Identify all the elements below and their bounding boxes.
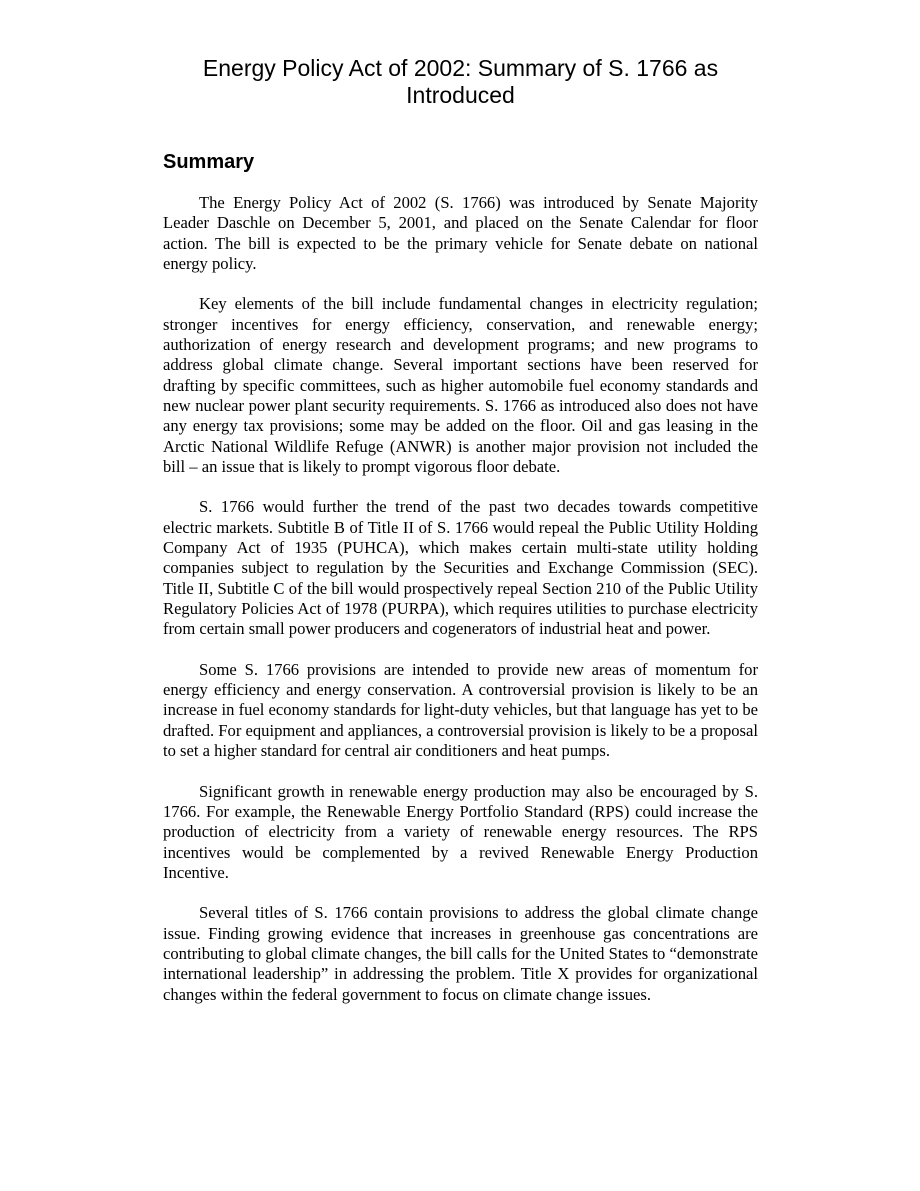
paragraph-6: Several titles of S. 1766 contain provisions to address the global climate change issue. Finding growing evidence that increases in greenhouse gas concentrations are contributing to global climate changes, the bill calls for the United States to “demonstrate international leadership” in addressing the problem. Title X provides for organizational changes within the federal government to focus on climate change issues. (163, 903, 758, 1004)
document-title: Energy Policy Act of 2002: Summary of S. 1766 as Introduced (202, 55, 719, 108)
paragraph-1: The Energy Policy Act of 2002 (S. 1766) was introduced by Senate Majority Leader Daschle on December 5, 2001, and placed on the Senate Calendar for floor action. The bill is expected to be the primary vehicle for Senate debate on national energy policy. (163, 193, 758, 273)
paragraph-2: Key elements of the bill include fundamental changes in electricity regulation; stronger incentives for energy efficiency, conservation, and renewable energy; authorization of energy research and development programs; and new programs to address global climate change. Several important sections have been reserved for drafting by specific committees, such as higher automobile fuel economy standards and new nuclear power plant security requirements. S. 1766 as introduced also does not have any energy tax provisions; some may be added on the floor. Oil and gas leasing in the Arctic National Wildlife Refuge (ANWR) is another major provision not included the bill – an issue that is likely to prompt vigorous floor debate. (163, 294, 758, 476)
summary-body (163, 193, 758, 1005)
document-page (163, 55, 758, 1025)
paragraph-5: Significant growth in renewable energy production may also be encouraged by S. 1766. For example, the Renewable Energy Portfolio Standard (RPS) could increase the production of electricity from a variety of renewable energy resources. The RPS incentives would be complemented by a revived Renewable Energy Production Incentive. (163, 781, 758, 882)
paragraph-3: S. 1766 would further the trend of the past two decades towards competitive electric markets. Subtitle B of Title II of S. 1766 would repeal the Public Utility Holding Company Act of 1935 (PUHCA), which makes certain multi-state utility holding companies subject to regulation by the Securities and Exchange Commission (SEC). Title II, Subtitle C of the bill would prospectively repeal Section 210 of the Public Utility Regulatory Policies Act of 1978 (PURPA), which requires utilities to purchase electricity from certain small power producers and cogenerators of industrial heat and power. (163, 497, 758, 639)
section-heading-summary: Summary (163, 151, 255, 173)
paragraph-4: Some S. 1766 provisions are intended to provide new areas of momentum for energy efficiency and energy conservation. A controversial provision is likely to be an increase in fuel economy standards for light-duty vehicles, but that language has yet to be drafted. For equipment and appliances, a controversial provision is likely to be a proposal to set a higher standard for central air conditioners and heat pumps. (163, 659, 758, 761)
